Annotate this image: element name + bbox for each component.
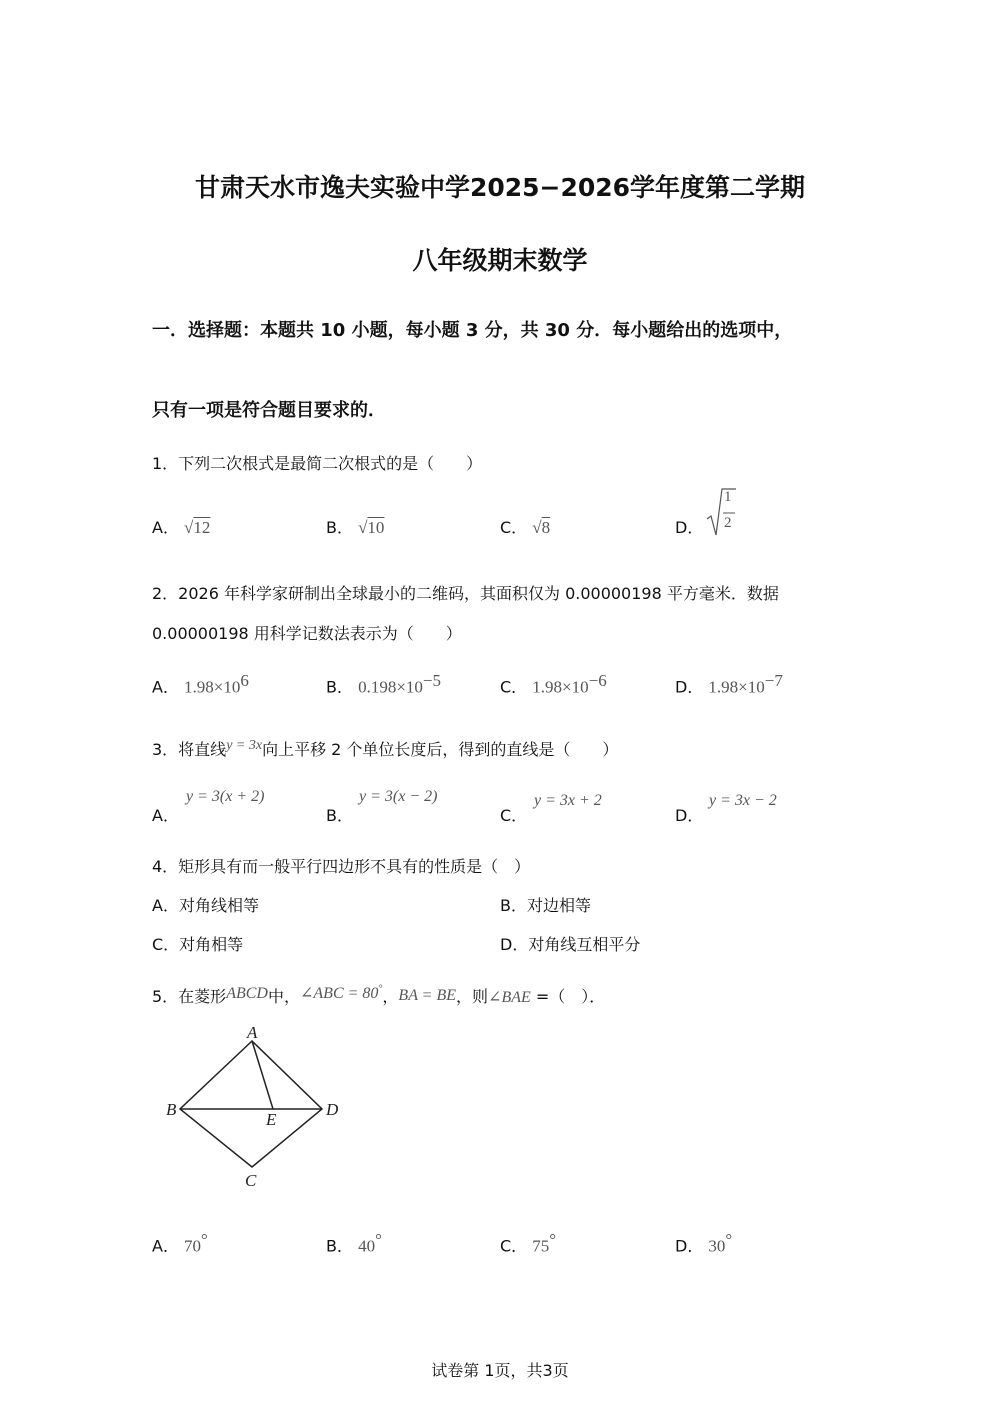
q1-option-b <box>326 515 384 538</box>
q2-option-b-label: B． <box>326 677 353 697</box>
q5-option-a-degree: ° <box>201 1230 208 1249</box>
question-3-stem <box>152 737 618 760</box>
q5-equal-sides: BA = BE <box>398 987 457 1004</box>
q1-option-b-expr: √10 <box>358 518 385 537</box>
question-2-stem-line2: 0.00000198 用科学记数法表示为（ ） <box>152 624 462 643</box>
q5-option-b <box>326 1230 382 1256</box>
q3-stem-pre: 3．将直线 <box>152 740 227 759</box>
q2-option-b-mantissa: 0.198×10 <box>358 677 423 697</box>
q3-option-a-expr: y = 3(x + 2) <box>186 788 265 805</box>
exam-subtitle: 八年级期末数学 <box>412 246 588 275</box>
rhombus-diagram <box>150 1025 360 1195</box>
rhombus-outline <box>180 1041 322 1167</box>
q5-option-b-label: B． <box>326 1236 353 1256</box>
q1-fraction-denominator: 2 <box>724 515 732 531</box>
q1-fraction-numerator: 1 <box>724 489 732 505</box>
q2-option-a-mantissa: 1.98×10 <box>184 677 241 697</box>
q1-radicand-b: 10 <box>367 518 385 537</box>
q5-angle-given-text: ∠ABC = 80 <box>299 985 379 1002</box>
exam-title: 甘肃天水市逸夫实验中学2025−2026学年度第二学期 <box>194 173 806 202</box>
q4-option-b: B．对边相等 <box>500 896 591 915</box>
point-d-label: D <box>326 1100 339 1119</box>
q5-angle-ask: ∠BAE <box>488 989 531 1006</box>
q3-option-c-expr: y = 3x + 2 <box>534 792 602 809</box>
q2-option-d-exponent: −7 <box>764 671 783 690</box>
q3-stem-expr: y = 3x <box>226 738 263 753</box>
q3-stem-post: 向上平移 2 个单位长度后，得到的直线是（ ） <box>262 740 619 759</box>
q3-option-d-expr: y = 3x − 2 <box>709 792 777 809</box>
page-footer: 试卷第 1页，共3页 <box>431 1361 569 1380</box>
q5-stem-d: ，则 <box>456 987 489 1006</box>
q3-option-d-label: D． <box>675 806 704 825</box>
q5-option-c <box>500 1230 556 1256</box>
q3-option-b-label: B． <box>326 806 353 825</box>
q1-option-d-expr <box>705 487 737 539</box>
q1-option-a-label: A． <box>152 518 179 537</box>
question-2-stem-line1: 2．2026 年科学家研制出全球最小的二维码，其面积仅为 0.00000198 平方毫米．数据 <box>152 584 779 603</box>
q2-option-c-exponent: −6 <box>588 671 607 690</box>
section-heading-line1: 一．选择题：本题共 10 小题，每小题 3 分，共 30 分．每小题给出的选项中， <box>152 320 793 341</box>
q4-option-a: A．对角线相等 <box>152 896 259 915</box>
q5-rhombus-name: ABCD <box>226 985 268 1002</box>
q3-option-a-label: A． <box>152 806 179 825</box>
q5-option-a <box>152 1230 208 1256</box>
q2-option-c <box>500 671 607 697</box>
q5-option-c-value: 75 <box>532 1236 550 1256</box>
q5-option-b-value: 40 <box>358 1236 376 1256</box>
q2-option-d-mantissa: 1.98×10 <box>708 677 765 697</box>
q5-option-d-value: 30 <box>708 1236 726 1256</box>
q5-angle-given-degree: ° <box>378 983 383 995</box>
question-5-stem <box>152 984 605 1007</box>
q3-option-c-label: C． <box>500 806 528 825</box>
q2-option-a-exponent: 6 <box>240 671 249 690</box>
q4-option-d: D．对角线互相平分 <box>500 935 641 954</box>
q2-option-a-label: A． <box>152 677 179 697</box>
q5-option-c-degree: ° <box>549 1230 557 1249</box>
q5-option-d <box>675 1230 732 1256</box>
q2-option-b-exponent: −5 <box>422 671 442 690</box>
q1-option-b-label: B． <box>326 518 353 537</box>
q1-radicand-c: 8 <box>541 518 551 537</box>
q2-option-c-label: C． <box>500 677 528 697</box>
q1-option-c-expr: √8 <box>532 518 551 537</box>
q5-option-d-label: D． <box>675 1236 704 1256</box>
q5-option-c-label: C． <box>500 1236 528 1256</box>
point-a-label: A <box>247 1025 258 1042</box>
radical-sign-icon <box>705 487 737 539</box>
q5-stem-b: 中， <box>267 987 300 1006</box>
rhombus-figure <box>150 1025 360 1195</box>
q1-radicand-a: 12 <box>193 518 211 537</box>
q1-option-d-label: D． <box>675 518 704 537</box>
q5-stem-e: =（ ）． <box>530 987 606 1006</box>
q5-stem-c: ， <box>382 987 399 1006</box>
q5-option-b-degree: ° <box>375 1230 382 1249</box>
question-4-stem: 4．矩形具有而一般平行四边形不具有的性质是（ ） <box>152 857 531 876</box>
q2-option-d <box>675 671 783 697</box>
q4-option-c: C．对角相等 <box>152 935 244 954</box>
q2-option-c-mantissa: 1.98×10 <box>532 677 589 697</box>
section-heading-line2: 只有一项是符合题目要求的． <box>152 400 386 421</box>
q1-option-c-label: C． <box>500 518 528 537</box>
point-b-label: B <box>166 1100 177 1119</box>
q5-option-a-label: A． <box>152 1236 179 1256</box>
q3-option-b-expr: y = 3(x − 2) <box>359 788 438 805</box>
q1-option-a <box>152 515 210 538</box>
q2-option-a <box>152 671 249 697</box>
q5-stem-a: 5．在菱形 <box>152 987 227 1006</box>
q1-option-a-expr: √12 <box>184 518 211 537</box>
q5-angle-given <box>300 985 382 1002</box>
question-1-stem: 1．下列二次根式是最简二次根式的是（ ） <box>152 454 483 473</box>
q1-option-c <box>500 515 550 538</box>
q5-option-a-value: 70 <box>184 1236 202 1256</box>
point-e-label: E <box>266 1110 277 1129</box>
q2-option-b <box>326 671 441 697</box>
q5-option-d-degree: ° <box>725 1230 733 1249</box>
q2-option-d-label: D． <box>675 677 704 697</box>
point-c-label: C <box>245 1171 257 1190</box>
